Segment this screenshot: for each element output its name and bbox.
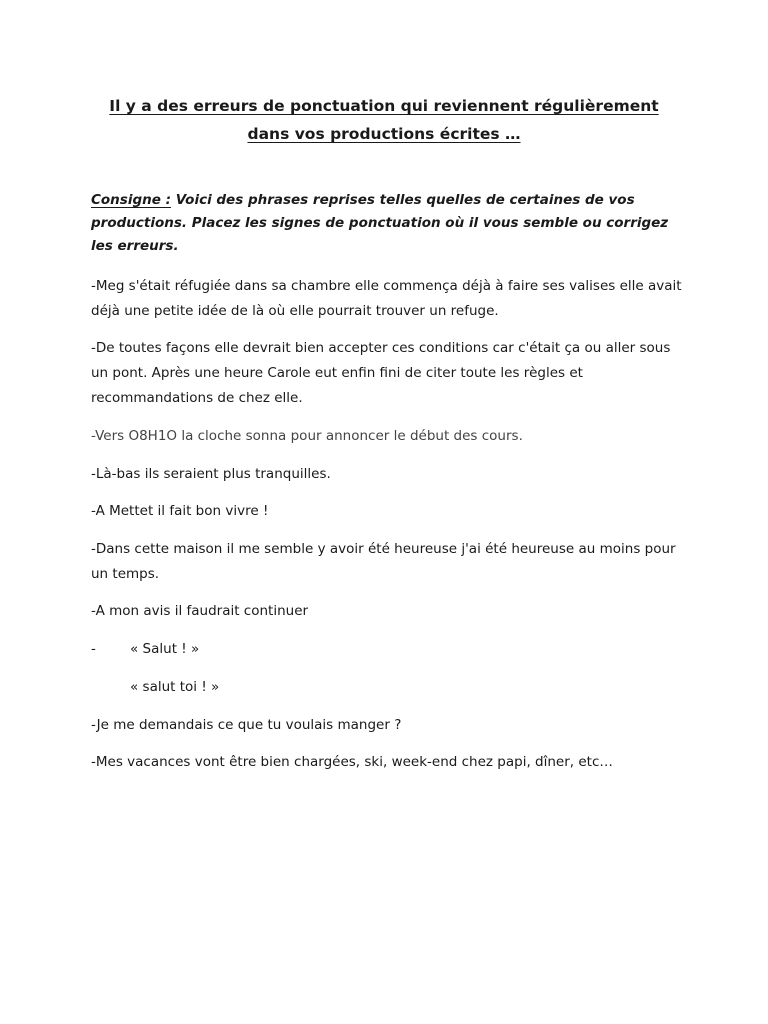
sentence-5: -A Mettet il fait bon vivre !	[91, 503, 269, 519]
sentence-1: -Meg s'était réfugiée dans sa chambre elle commença déjà à faire ses valises elle avait déjà une petite idée de là où elle pourrait trouver un refuge.	[91, 278, 682, 319]
page-title	[60, 92, 708, 148]
sentence-3: -Vers O8H1O la cloche sonna pour annoncer le début des cours.	[91, 428, 523, 444]
sentence-7: -A mon avis il faudrait continuer	[91, 603, 309, 619]
title-line-2: dans vos productions écrites …	[247, 125, 521, 143]
dialogue-text-2: « salut toi ! »	[130, 679, 220, 695]
dialogue-line-1	[91, 637, 691, 662]
instruction-label: Consigne :	[91, 192, 171, 208]
instruction-text: Voici des phrases reprises telles quelles de certaines de vos productions. Placez les signes de ponctuation où il vous semble ou corrigez les erreurs.	[91, 192, 669, 254]
title-line-1: Il y a des erreurs de ponctuation qui reviennent régulièrement	[109, 97, 659, 115]
sentence-8: -Je me demandais ce que tu voulais manger ?	[91, 717, 402, 733]
instruction-block	[91, 189, 691, 258]
sentence-2: -De toutes façons elle devrait bien accepter ces conditions car c'était ça ou aller sous un pont. Après une heure Carole eut enfin fini de citer toute les règles et recommandations de chez elle.	[91, 340, 671, 406]
dialogue-text-1: « Salut ! »	[130, 641, 200, 657]
sentence-9: -Mes vacances vont être bien chargées, ski, week-end chez papi, dîner, etc…	[91, 754, 613, 770]
dialogue-dash: -	[91, 641, 96, 657]
dialogue-line-2	[91, 675, 691, 700]
sentence-6: -Dans cette maison il me semble y avoir été heureuse j'ai été heureuse au moins pour un temps.	[91, 541, 676, 582]
sentence-4: -Là-bas ils seraient plus tranquilles.	[91, 466, 331, 482]
